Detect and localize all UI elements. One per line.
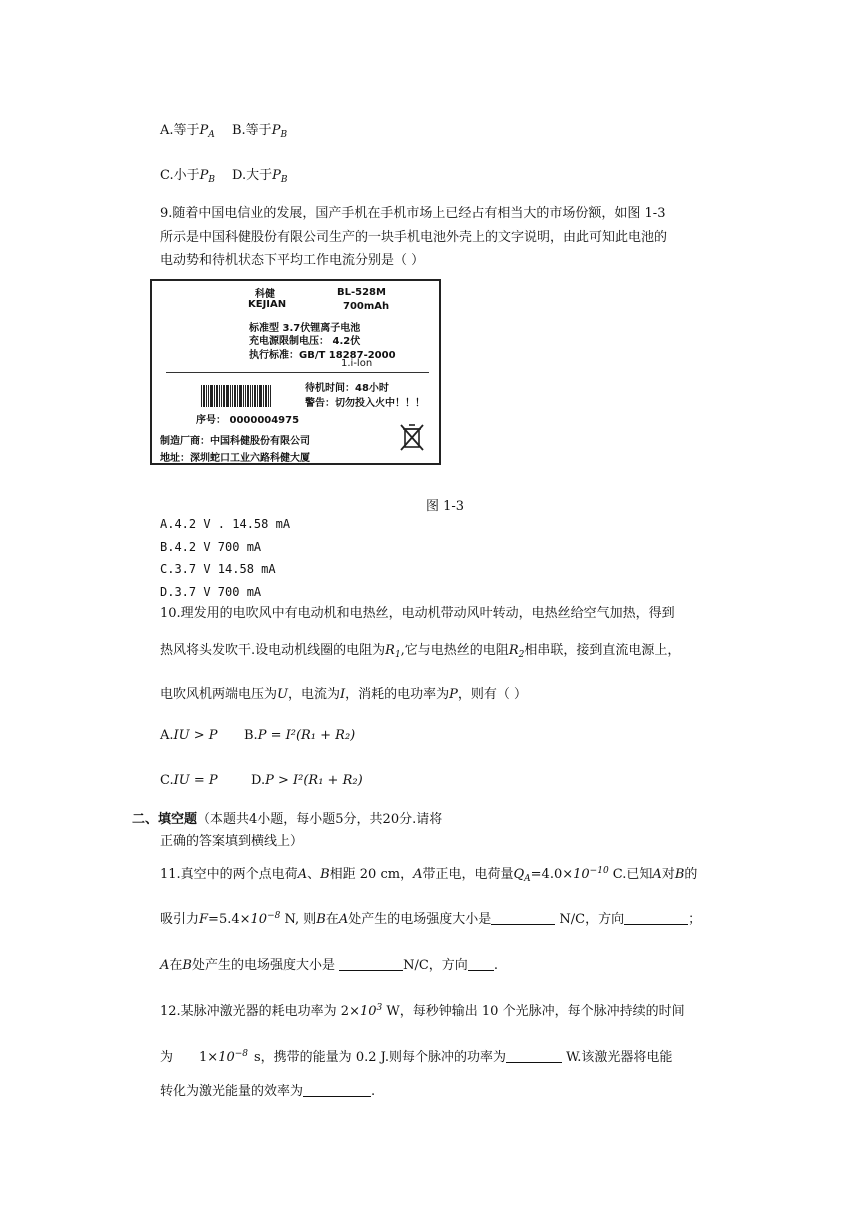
q8-option-c-var: P [199,168,209,183]
label-standby: 待机时间：48小时 [305,383,389,394]
q8-option-a-sub: A [208,130,215,140]
blank-2[interactable] [624,912,688,925]
barcode-bar [257,385,258,407]
barcode-bar [230,385,231,407]
blank-6[interactable] [303,1084,371,1097]
barcode-bar [247,385,249,407]
q8-option-b-sub: B [280,130,288,140]
label-capacity: 700mAh [343,301,390,312]
q8-option-d-sub: B [280,175,288,185]
barcode-bar [216,385,218,407]
label-brand-cn: 科健 [255,289,275,300]
barcode-bar [254,385,256,407]
barcode-bar [270,385,271,407]
label-brand-en: KEJIAN [248,299,287,310]
barcode-bar [245,385,246,407]
label-spec-4: 1.i-lon [341,358,373,369]
label-model: BL-528M [337,287,386,298]
barcode-bar [239,385,242,407]
barcode-bar [226,385,229,407]
barcode-bar [208,385,209,407]
q9-option-b: B.4.2 V 700 mA [160,540,262,554]
q10-line-2: 热风将头发吹干.设电动机线圈的电阻为$R_1$,它与电热丝的电阻$R_2$相串联，接到直流电源上， [160,643,681,660]
blank-5[interactable] [506,1050,562,1063]
var-R2: $R_2$ [508,643,525,660]
q9-line-3: 电动势和待机状态下平均工作电流分别是（ ） [160,253,425,268]
barcode-bar [219,385,220,407]
q8-option-a-text: A.等于 [160,123,200,138]
label-address: 地址：深圳蛇口工业六路科健大厦 [160,453,310,464]
q8-option-c-text: C.小于 [160,168,200,183]
q12-line-2: 为 $1\times 10^{-8}$ s，携带的能量为 0.2 J.则每个脉冲的功率为 W.该激光器将电能 [160,1049,673,1065]
q8-option-c-sub: B [208,175,215,185]
label-spec-3: 执行标准：GB/T 18287-2000 [249,350,396,361]
q10-option-d: D.P > I²(R₁ + R₂) [251,773,363,788]
section-2-heading: 二、填空题（本题共4小题，每小题5分，共20分.请将 [132,812,443,827]
barcode-bar [243,385,244,407]
barcode-bar [265,385,267,407]
barcode-bar [221,385,222,407]
barcode-bar [263,385,264,407]
q11-line-2: 吸引力$F=5.4\times 10^{-8}$ N, 则B在A处产生的电场强度大小是 N/C，方向 ； [160,911,702,927]
barcode-bar [210,385,213,407]
q8-option-d-text: D.大于 [232,168,273,183]
q10-option-b: B.P = I²(R₁ + R₂) [244,728,356,743]
q12-line-1: 12.某脉冲激光器的耗电功率为 $2\times 10^3$ W，每秒钟输出 10 个光脉冲，每个脉冲持续的时间 [160,1003,685,1019]
blank-3[interactable] [339,958,403,971]
barcode-bar [237,385,238,407]
label-spec-1: 标准型 3.7伏锂离子电池 [249,323,361,334]
q11-line-3: A在B处产生的电场强度大小是 N/C，方向 . [160,958,498,973]
label-serial: 序号： 0000004975 [196,415,300,426]
q10-option-a: A.IU > P [160,728,218,743]
q8-option-a [160,119,215,140]
blank-1[interactable] [491,912,555,925]
barcode-bar [214,385,215,407]
q11-line-1: 11.真空中的两个点电荷A、B相距 20 cm，A带正电，电荷量$Q_A=4.0\times 10^{-10}$ C.已知A对B的 [160,866,698,884]
q9-option-a: A.4.2 V . 14.58 mA [160,517,291,531]
q8-option-b-var: P [271,123,281,138]
battery-label-figure [150,279,441,465]
label-maker: 制造厂商：中国科健股份有限公司 [160,436,310,447]
barcode-bar [252,385,253,407]
q8-option-d-var: P [272,168,281,183]
barcode-bar [201,385,202,407]
q9-line-1: 9.随着中国电信业的发展，国产手机在手机市场上已经占有相当大的市场份额，如图 1-3 [160,206,666,221]
barcode-bar [203,385,205,407]
q8-option-b [232,119,287,140]
q10-option-c: C.IU = P [160,773,218,788]
barcode-image [201,385,284,407]
recycle-bin-crossed-icon [399,422,425,452]
label-spec-2: 充电源限制电压： 4.2伏 [249,336,361,347]
q10-line-1: 10.理发用的电吹风中有电动机和电热丝，电动机带动风叶转动，电热丝给空气加热，得到 [160,606,675,621]
q8-option-c [160,164,215,185]
blank-4[interactable] [468,958,494,971]
label-warning: 警告：切勿投入火中！！！ [305,398,425,409]
barcode-bar [268,385,269,407]
figure-caption: 图 1-3 [426,499,465,514]
barcode-bar [223,385,225,407]
barcode-bar [250,385,251,407]
q9-line-2: 所示是中国科健股份有限公司生产的一块手机电池外壳上的文字说明，由此可知此电池的 [160,230,668,245]
barcode-bar [206,385,207,407]
label-divider [166,372,429,373]
var-R1: $R_1$ [385,643,401,660]
q8-option-b-text: B.等于 [232,123,272,138]
q9-option-c: C.3.7 V 14.58 mA [160,562,276,576]
q10-line-3: 电吹风机两端电压为U，电流为I，消耗的电功率为P，则有（ ） [160,687,528,702]
q8-option-d [232,164,287,185]
section-2-desc: 正确的答案填到横线上） [160,834,304,849]
q9-option-d: D.3.7 V 700 mA [160,585,262,599]
q12-line-3: 转化为激光能量的效率为 . [160,1084,376,1099]
barcode-bar [232,385,233,407]
barcode-bar [234,385,236,407]
barcode-bar [259,385,262,407]
q8-option-a-var: P [199,123,209,138]
